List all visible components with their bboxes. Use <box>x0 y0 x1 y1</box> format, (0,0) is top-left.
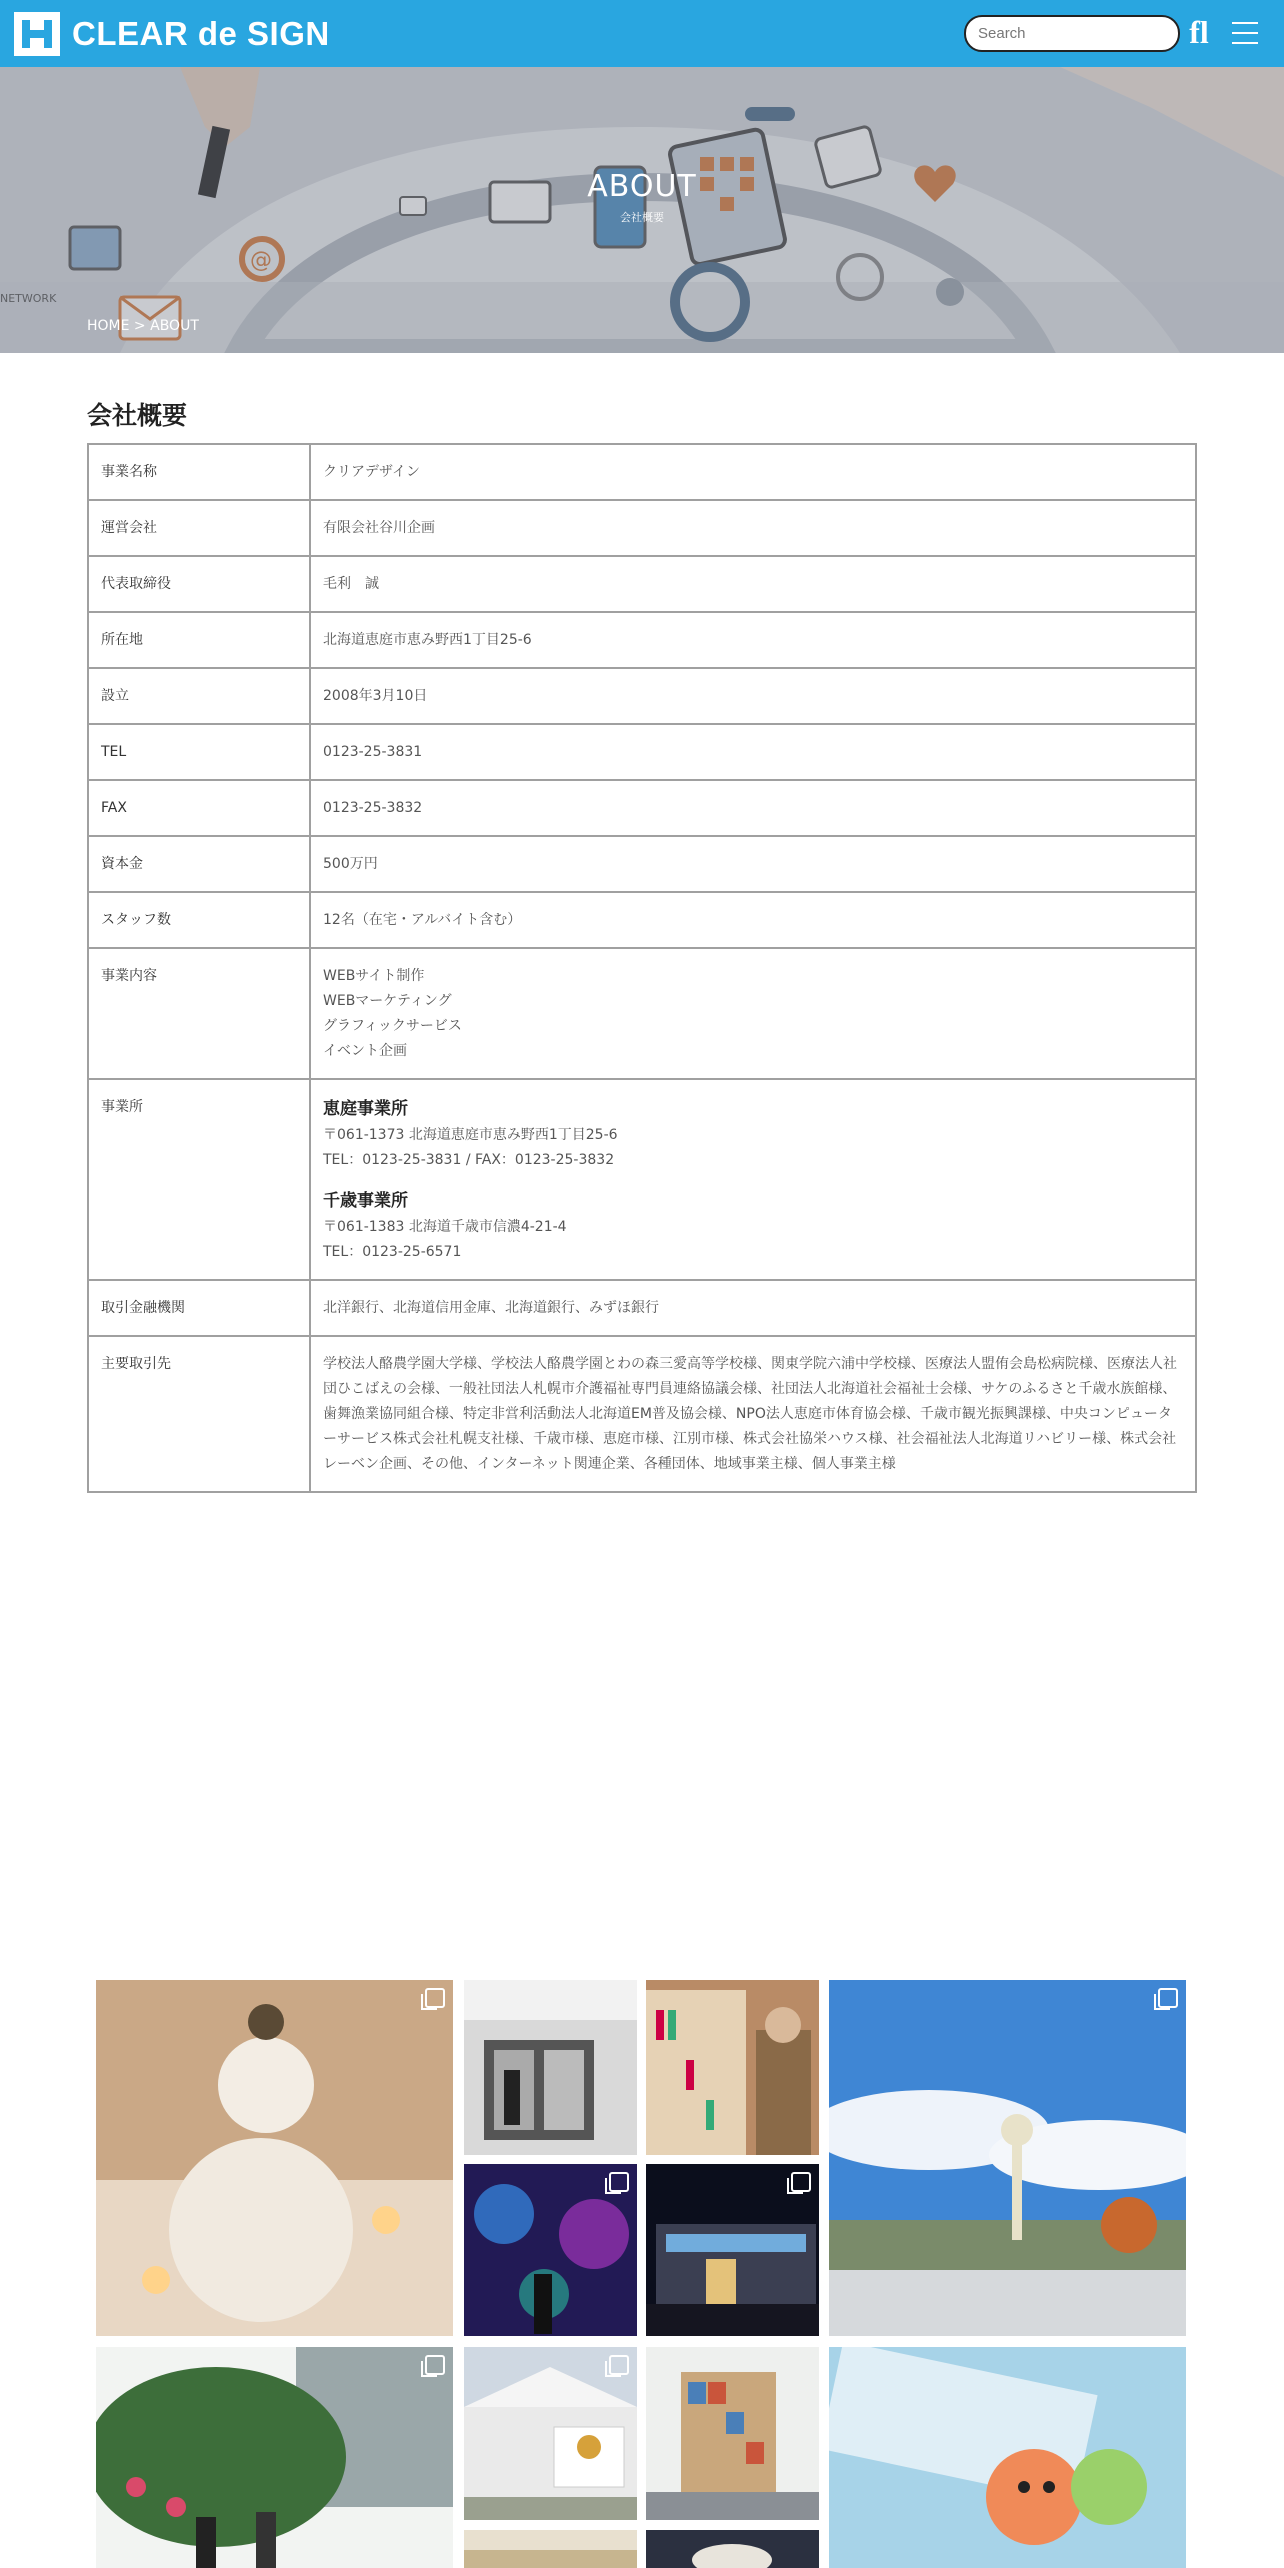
office-list <box>310 1079 1196 1280</box>
office-address: 〒061-1373 北海道恵庭市恵み野西1丁目25-6 <box>323 1127 618 1143</box>
breadcrumb-current: ABOUT <box>150 318 199 334</box>
row-value: 500万円 <box>310 836 1196 892</box>
wagashi-image <box>829 2347 1186 2568</box>
business-item: WEBマーケティング <box>323 993 452 1009</box>
row-value: 北洋銀行、北海道信用金庫、北海道銀行、みずほ銀行 <box>310 1280 1196 1336</box>
site-logo[interactable] <box>14 12 330 56</box>
row-label: 事業所 <box>88 1079 310 1280</box>
office-name: 千歳事業所 <box>323 1191 408 1211</box>
row-label: 取引金融機関 <box>88 1280 310 1336</box>
table-row <box>88 444 1196 500</box>
multi-image-icon <box>425 2355 445 2375</box>
office-address: 〒061-1383 北海道千歳市信濃4-21-4 <box>323 1219 567 1235</box>
table-row <box>88 948 1196 1079</box>
row-value: 12名（在宅・アルバイト含む） <box>310 892 1196 948</box>
feed-post-office-shelf[interactable] <box>646 2347 819 2520</box>
multi-image-icon <box>609 2355 629 2375</box>
shop-front-image <box>464 1980 637 2155</box>
office-entry <box>323 1187 1183 1265</box>
feed-post-wagashi[interactable] <box>829 2347 1186 2568</box>
office-entry <box>323 1095 1183 1173</box>
logo-icon <box>14 12 60 56</box>
hero-network-text: NETWORK <box>0 292 57 305</box>
office-phone: TEL：0123-25-3831 / FAX：0123-25-3832 <box>323 1152 615 1168</box>
page-title: ABOUT <box>587 169 697 204</box>
feed-post-tent-event[interactable] <box>464 2347 637 2520</box>
row-label: 所在地 <box>88 612 310 668</box>
breadcrumb-home-link[interactable]: HOME <box>87 318 130 334</box>
feed-post-dark-item[interactable] <box>646 2530 819 2568</box>
feed-post-neon-forest[interactable] <box>464 2164 637 2336</box>
hamburger-menu-icon[interactable] <box>1232 22 1258 44</box>
row-value: 北海道恵庭市恵み野西1丁目25-6 <box>310 612 1196 668</box>
office-name: 恵庭事業所 <box>323 1099 408 1119</box>
row-label: 事業名称 <box>88 444 310 500</box>
facebook-icon[interactable]: fl <box>1189 14 1209 50</box>
tower-sky-image <box>829 1980 1186 2336</box>
business-list <box>310 948 1196 1079</box>
table-row <box>88 1336 1196 1492</box>
row-label: スタッフ数 <box>88 892 310 948</box>
feed-post-night-building[interactable] <box>646 2164 819 2336</box>
feed-post-field[interactable] <box>464 2530 637 2568</box>
row-value: 学校法人酪農学園大学様、学校法人酪農学園とわの森三愛高等学校様、関東学院六浦中学校様、医療法人盟侑会島松病院様、医療法人社団ひこばえの会様、一般社団法人札幌市介護福祉専門員連絡協議会様、社団法人北海道社会福祉士会様、サケのふるさと千歳水族館様、歯舞漁業協同組合様、特定非営利活動法人北海道EM普及協会様、NPO法人恵庭市体育協会様、千歳市観光振興課様、中央コンピューターサービス株式会社札幌支社様、千歳市様、恵庭市様、江別市様、株式会社協栄ハウス様、社会福祉法人北海道リハビリー様、株式会社レーベン企画、その他、インターネット関連企業、各種団体、地域事業主様、個人事業主様 <box>310 1336 1196 1492</box>
row-label: 代表取締役 <box>88 556 310 612</box>
row-label: TEL <box>88 724 310 780</box>
row-value: 毛利 誠 <box>310 556 1196 612</box>
table-row <box>88 1280 1196 1336</box>
section-heading: 会社概要 <box>87 401 188 430</box>
feed-post-tower-sky[interactable] <box>829 1980 1186 2336</box>
table-row <box>88 836 1196 892</box>
field-image <box>464 2530 637 2568</box>
company-info-table <box>87 443 1197 1493</box>
logo-text: CLEAR de SIGN <box>72 15 330 52</box>
multi-image-icon <box>791 2172 811 2192</box>
dark-item-image <box>646 2530 819 2568</box>
office-phone: TEL：0123-25-6571 <box>323 1244 462 1260</box>
business-item: WEBサイト制作 <box>323 968 425 984</box>
bookshelf-image <box>646 1980 819 2155</box>
row-value: クリアデザイン <box>310 444 1196 500</box>
hero-banner <box>0 67 1284 353</box>
table-row <box>88 556 1196 612</box>
breadcrumb <box>87 318 199 334</box>
row-value: 有限会社谷川企画 <box>310 500 1196 556</box>
garden-people-image <box>96 2347 453 2568</box>
business-item: イベント企画 <box>323 1043 407 1059</box>
row-value: 0123-25-3831 <box>310 724 1196 780</box>
table-row <box>88 892 1196 948</box>
search-input[interactable] <box>964 15 1180 52</box>
table-row <box>88 500 1196 556</box>
table-row <box>88 612 1196 668</box>
row-label: FAX <box>88 780 310 836</box>
office-shelf-image <box>646 2347 819 2520</box>
site-header <box>0 0 1284 67</box>
feed-post-snowman[interactable] <box>96 1980 453 2336</box>
row-value: 0123-25-3832 <box>310 780 1196 836</box>
row-label: 設立 <box>88 668 310 724</box>
page-subtitle: 会社概要 <box>620 211 664 224</box>
snowman-image <box>96 1980 453 2336</box>
feed-post-bookshelf-man[interactable] <box>646 1980 819 2155</box>
table-row <box>88 724 1196 780</box>
feed-post-garden-people[interactable] <box>96 2347 453 2568</box>
breadcrumb-separator: > <box>129 318 151 334</box>
instagram-feed <box>96 1980 1188 2568</box>
row-label: 主要取引先 <box>88 1336 310 1492</box>
feed-post-shop-front[interactable] <box>464 1980 637 2155</box>
business-item: グラフィックサービス <box>323 1018 462 1034</box>
multi-image-icon <box>425 1988 445 2008</box>
row-label: 運営会社 <box>88 500 310 556</box>
svg-text:@: @ <box>250 248 272 273</box>
multi-image-icon <box>1158 1988 1178 2008</box>
table-row <box>88 668 1196 724</box>
row-label: 事業内容 <box>88 948 310 1079</box>
table-row <box>88 1079 1196 1280</box>
row-label: 資本金 <box>88 836 310 892</box>
row-value: 2008年3月10日 <box>310 668 1196 724</box>
multi-image-icon <box>609 2172 629 2192</box>
table-row <box>88 780 1196 836</box>
